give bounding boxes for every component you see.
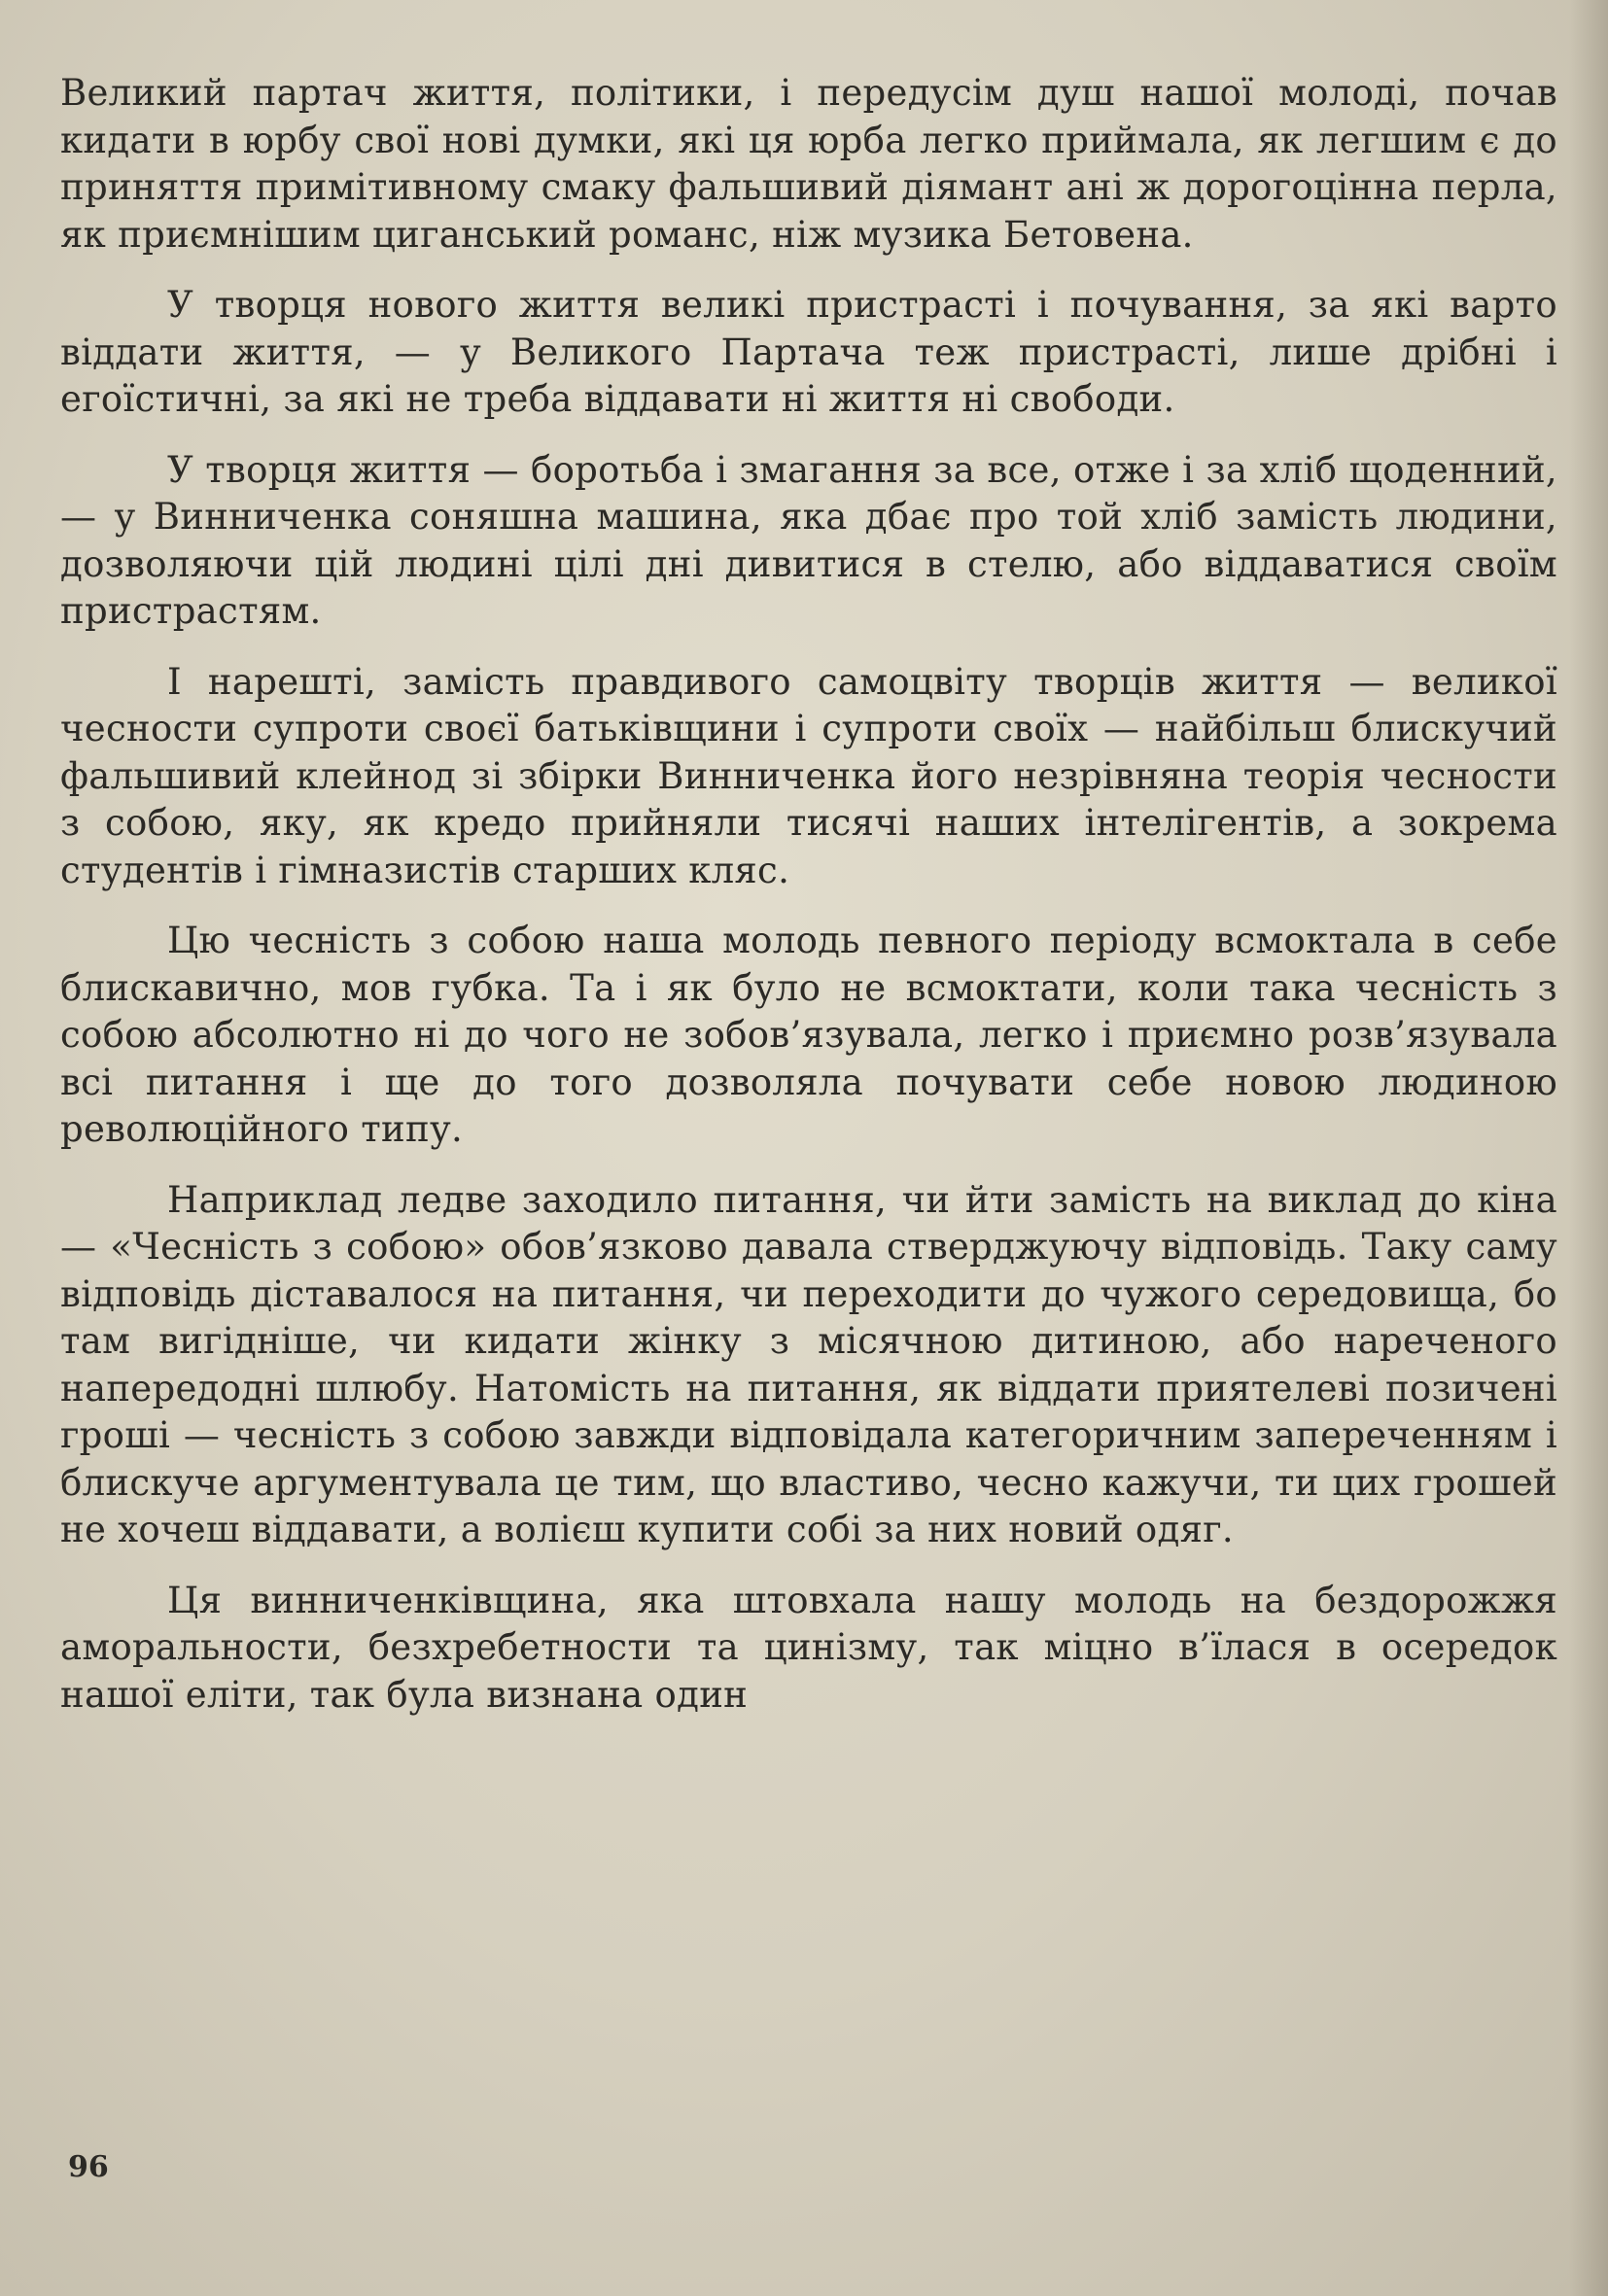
paragraph-1: Великий партач життя, політики, і передусім душ нашої молоді, почав кидати в юрбу свої нові думки, які ця юрба легко приймала, як легшим є до приняття примітивному смаку фальшивий діямант ані ж дорогоцінна перла, як приємнішим циганський романс, ніж музика Бетовена. — [60, 72, 1557, 256]
page-number: 96 — [68, 2150, 109, 2184]
paragraph-3: У творця життя — боротьба і змагання за все, отже і за хліб щоденний, — у Винниченка соняшна машина, яка дбає про той хліб замість людини, дозволяючи цій людині цілі дні дивитися в стелю, або віддаватися своїм пристрастям. — [60, 448, 1557, 632]
paragraph-2: У творця нового життя великі пристрасті і почування, за які варто віддати життя, — у Великого Партача теж пристрасті, лише дрібні і егоїстичні, за які не треба віддавати ні життя ні свободи. — [60, 284, 1557, 420]
page-edge-shadow — [1569, 0, 1608, 2296]
paragraph-7: Ця винниченківщина, яка штовхала нашу молодь на бездорожжя аморальности, безхребетности та цинізму, так міцно в’їлася в осередок нашої еліти, так була визнана один — [60, 1579, 1557, 1716]
paragraph-5: Цю чесність з собою наша молодь певного періоду всмоктала в себе блискавично, мов губка. Та і як було не всмоктати, коли така чесність з собою абсолютно ні до чого не зобов’язувала, легко і приємно розв’язувала всі питання і ще до того дозволяла почувати себе новою людиною революційного типу. — [60, 920, 1557, 1150]
body-text — [60, 70, 1557, 1742]
paragraph-6: Наприклад ледве заходило питання, чи йти замість на виклад до кіна — «Чесність з собою» обов’язково давала стверджуючу відповідь. Таку саму відповідь діставалося на питання, чи переходити до чужого середовища, бо там вигідніше, чи кидати жінку з місячною дитиною, або нареченого напередодні шлюбу. Натомість на питання, як віддати приятелеві позичені гроші — чесність з собою завжди відповідала категоричним запереченням і блискуче аргументувала це тим, що властиво, чесно кажучи, ти цих грошей не хочеш віддавати, а волієш купити собі за них новий одяг. — [60, 1178, 1557, 1550]
paragraph-4: І нарешті, замість правдивого самоцвіту творців життя — великої чесности супроти своєї батьківщини і супроти своїх — найбільш блискучий фальшивий клейнод зі збірки Винниченка його незрівняна теорія чесности з собою, яку, як кредо прийняли тисячі наших інтелігентів, а зокрема студентів і гімназистів старших кляс. — [60, 660, 1557, 891]
